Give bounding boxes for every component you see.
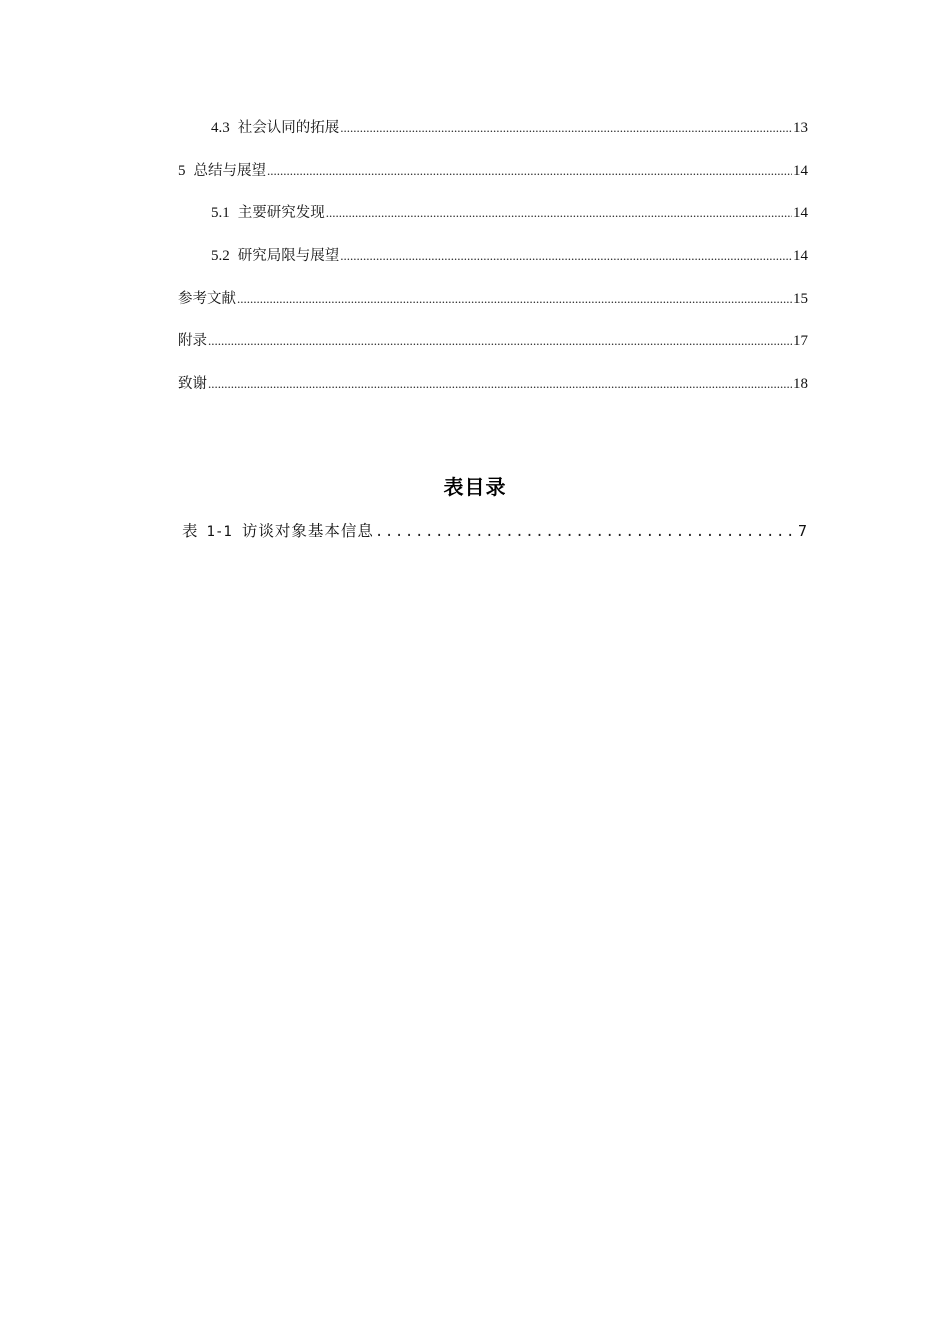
list-of-tables bbox=[182, 519, 808, 544]
dot-leader bbox=[340, 118, 792, 138]
toc-entry-title: 附录 bbox=[178, 333, 207, 350]
toc-entry-page: 15 bbox=[793, 290, 808, 307]
toc-entry[interactable] bbox=[178, 203, 808, 246]
dot-leader bbox=[375, 520, 796, 544]
toc-entry-page: 13 bbox=[793, 120, 808, 136]
list-of-tables-heading: 表目录 bbox=[443, 475, 507, 499]
dot-leader bbox=[340, 246, 792, 266]
dot-leader bbox=[237, 289, 792, 309]
toc-entry-number: 5 bbox=[178, 162, 186, 179]
toc-entry-title: 总结与展望 bbox=[193, 162, 266, 179]
toc-entry[interactable] bbox=[178, 118, 808, 161]
toc-entry-number: 5.2 bbox=[211, 248, 230, 265]
lot-entry[interactable] bbox=[182, 519, 808, 544]
toc-entry[interactable] bbox=[178, 246, 808, 289]
toc-entry-page: 14 bbox=[793, 162, 808, 179]
toc-entry-page: 14 bbox=[793, 205, 808, 222]
toc-entry-page: 14 bbox=[793, 248, 808, 265]
toc-entry[interactable] bbox=[178, 374, 808, 417]
lot-entry-number: 1-1 bbox=[206, 524, 232, 540]
dot-leader bbox=[267, 161, 792, 181]
toc-entry-title: 致谢 bbox=[178, 376, 207, 393]
toc-entry-title: 主要研究发现 bbox=[237, 205, 325, 222]
toc-entry[interactable] bbox=[178, 289, 808, 332]
table-of-contents bbox=[178, 118, 808, 417]
toc-entry-title: 社会认同的拓展 bbox=[237, 120, 340, 136]
toc-entry-page: 18 bbox=[793, 376, 808, 393]
toc-entry-title: 研究局限与展望 bbox=[237, 248, 340, 265]
toc-entry-number: 5.1 bbox=[211, 205, 230, 222]
lot-entry-title: 访谈对象基本信息 bbox=[241, 522, 374, 540]
toc-entry-title: 参考文献 bbox=[178, 290, 236, 307]
dot-leader bbox=[326, 203, 792, 223]
dot-leader bbox=[208, 374, 792, 394]
dot-leader bbox=[208, 331, 792, 351]
toc-entry-page: 17 bbox=[793, 333, 808, 350]
lot-entry-label: 表 bbox=[182, 522, 199, 540]
toc-entry[interactable] bbox=[178, 331, 808, 374]
lot-entry-page: 7 bbox=[797, 522, 808, 540]
toc-entry[interactable] bbox=[178, 161, 808, 204]
toc-entry-number: 4.3 bbox=[211, 120, 230, 136]
